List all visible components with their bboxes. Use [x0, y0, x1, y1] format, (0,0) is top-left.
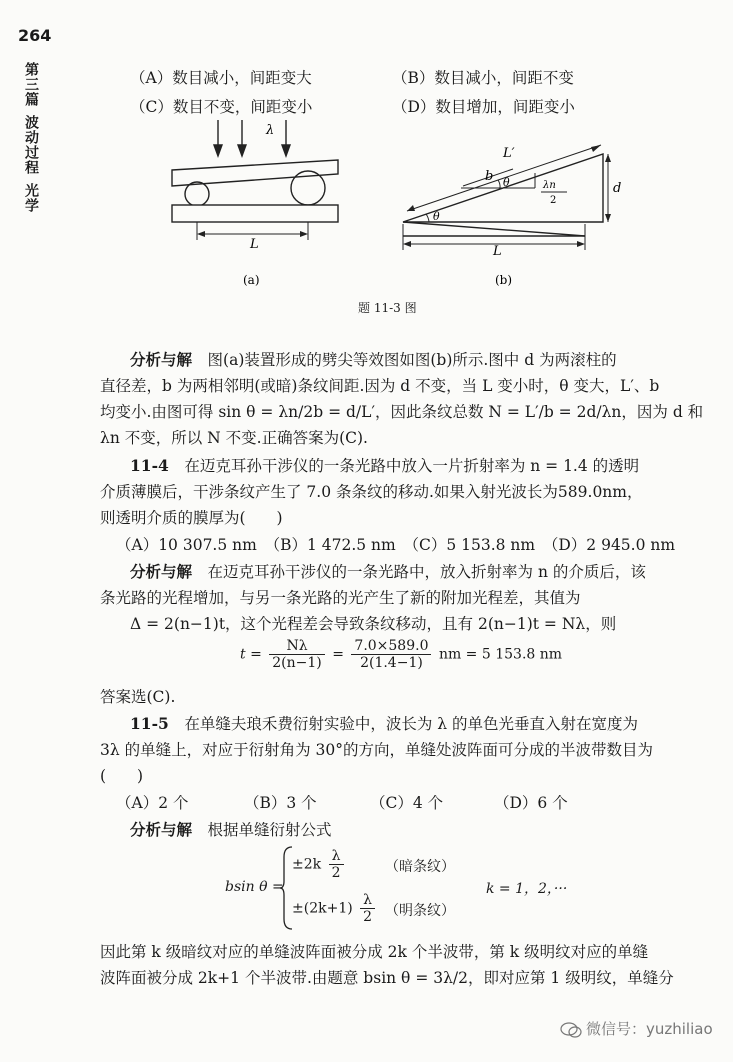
q5-conclusion-line1: 因此第 k 级暗纹对应的单缝波阵面被分成 2k 个半波带，第 k 级明纹对应的单缝	[100, 943, 649, 961]
figure-caption: 题 11-3 图	[358, 301, 417, 315]
fig-a-L: L	[250, 237, 259, 252]
q5-line3: ( )	[100, 767, 144, 785]
chapter-sidebar	[22, 62, 44, 221]
q5-line2: 3λ 的单缝上，对应于衍射角为 30°的方向，单缝处波阵面可分成的半波带数目为	[100, 741, 654, 759]
q3-analysis-line4: λn 不变，所以 N 不变.正确答案为(C).	[100, 429, 368, 447]
wechat-icon	[560, 1022, 582, 1038]
q3-analysis-line2: 直径差，b 为两相邻明(或暗)条纹间距.因为 d 不变，当 L 变小时，θ 变大，L′、b	[100, 377, 660, 395]
q5-eq-row1: ±2k $\frac{\lambda}{2}$	[292, 848, 347, 881]
q4-frac-2: $\frac{7.0\times 589.0}{2(1.4-1)}$	[351, 638, 431, 671]
fig-a-label: (a)	[243, 273, 260, 287]
q5-option-c: （C）4 个	[370, 794, 444, 812]
sidebar-topic: 光学	[23, 183, 39, 213]
fig-b-b: b	[485, 169, 494, 184]
page-number: 264	[18, 26, 52, 45]
q5-option-a: （A）2 个	[116, 794, 189, 812]
fig-b-theta-base: θ	[433, 210, 440, 223]
q4-frac-1: $\frac{N\lambda}{2(n-1)}$	[269, 638, 325, 671]
q3-analysis-line1: 分析与解 图(a)装置形成的劈尖等效图如图(b)所示.图中 d 为两滚柱的	[130, 350, 617, 369]
q4-analysis-line2: 条光路的光程增加，与另一条光路的光产生了新的附加光程差，其值为	[100, 589, 581, 607]
fig-b-L: L	[493, 244, 502, 259]
q5-analysis-line1: 分析与解 根据单缝衍射公式	[130, 820, 332, 839]
q4-line1: 11-4 在迈克耳孙干涉仪的一条光路中放入一片折射率为 n = 1.4 的透明	[130, 456, 640, 475]
fig-b-label: (b)	[495, 273, 513, 287]
q4-analysis-line1: 分析与解 在迈克耳孙干涉仪的一条光路中，放入折射率为 n 的介质后，该	[130, 562, 646, 581]
q5-eq-lhs: bsin θ =	[225, 879, 284, 895]
q3-option-a: （A）数目减小，间距变大	[130, 69, 312, 87]
q5-eq-row2-note: （明条纹）	[385, 903, 455, 919]
fig-b-Lprime: L′	[503, 146, 515, 161]
q5-line1: 11-5 在单缝夫琅禾费衍射实验中，波长为 λ 的单色光垂直入射在宽度为	[130, 714, 638, 733]
sidebar-section: 波动过程	[23, 115, 39, 175]
q5-eq-row1-note: （暗条纹）	[385, 859, 455, 875]
fig-b-lambda-n: λn	[543, 180, 556, 191]
figure-a	[160, 112, 350, 292]
figure-b	[395, 140, 630, 292]
q5-option-b: （B）3 个	[244, 794, 317, 812]
watermark: 微信号：yuzhiliao	[560, 1018, 713, 1039]
fig-b-theta: θ	[503, 176, 510, 189]
q5-eq-k: k = 1，2，···	[486, 881, 568, 897]
sidebar-part: 第三篇	[23, 62, 39, 107]
q5-eq-row2: ±(2k+1) $\frac{\lambda}{2}$	[292, 892, 378, 925]
q4-line2: 介质薄膜后，干涉条纹产生了 7.0 条条纹的移动.如果入射光波长为589.0nm，	[100, 483, 643, 501]
q4-analysis-line3: Δ = 2(n−1)t，这个光程差会导致条纹移动，且有 2(n−1)t = Nλ，则	[130, 615, 617, 633]
q3-option-c: （C）数目不变，间距变小	[130, 98, 313, 116]
q4-equation: t = $\frac{N\lambda}{2(n-1)}$ = $\frac{7.0\times 589.0}{2(1.4-1)}$ nm = 5 153.8 nm	[240, 638, 563, 671]
q3-option-b: （B）数目减小，间距不变	[392, 69, 574, 87]
q4-answer: 答案选(C).	[100, 688, 176, 706]
fig-b-two: 2	[550, 195, 557, 206]
fig-a-lambda: λ	[266, 123, 275, 138]
q5-option-d: （D）6 个	[494, 794, 568, 812]
q3-analysis-line3: 均变小.由图可得 sin θ = λn/2b = d/L′，因此条纹总数 N = L′/b = 2d/λn，因为 d 和	[100, 403, 704, 421]
fig-b-d: d	[613, 181, 622, 196]
q3-option-d: （D）数目增加，间距变小	[392, 98, 575, 116]
q4-line3: 则透明介质的膜厚为( )	[100, 509, 283, 527]
q4-options: （A）10 307.5 nm （B）1 472.5 nm （C）5 153.8 nm （D）2 945.0 nm	[116, 536, 676, 554]
q5-conclusion-line2: 波阵面被分成 2k+1 个半波带.由题意 bsin θ = 3λ/2，即对应第 1 级明纹，单缝分	[100, 969, 674, 987]
